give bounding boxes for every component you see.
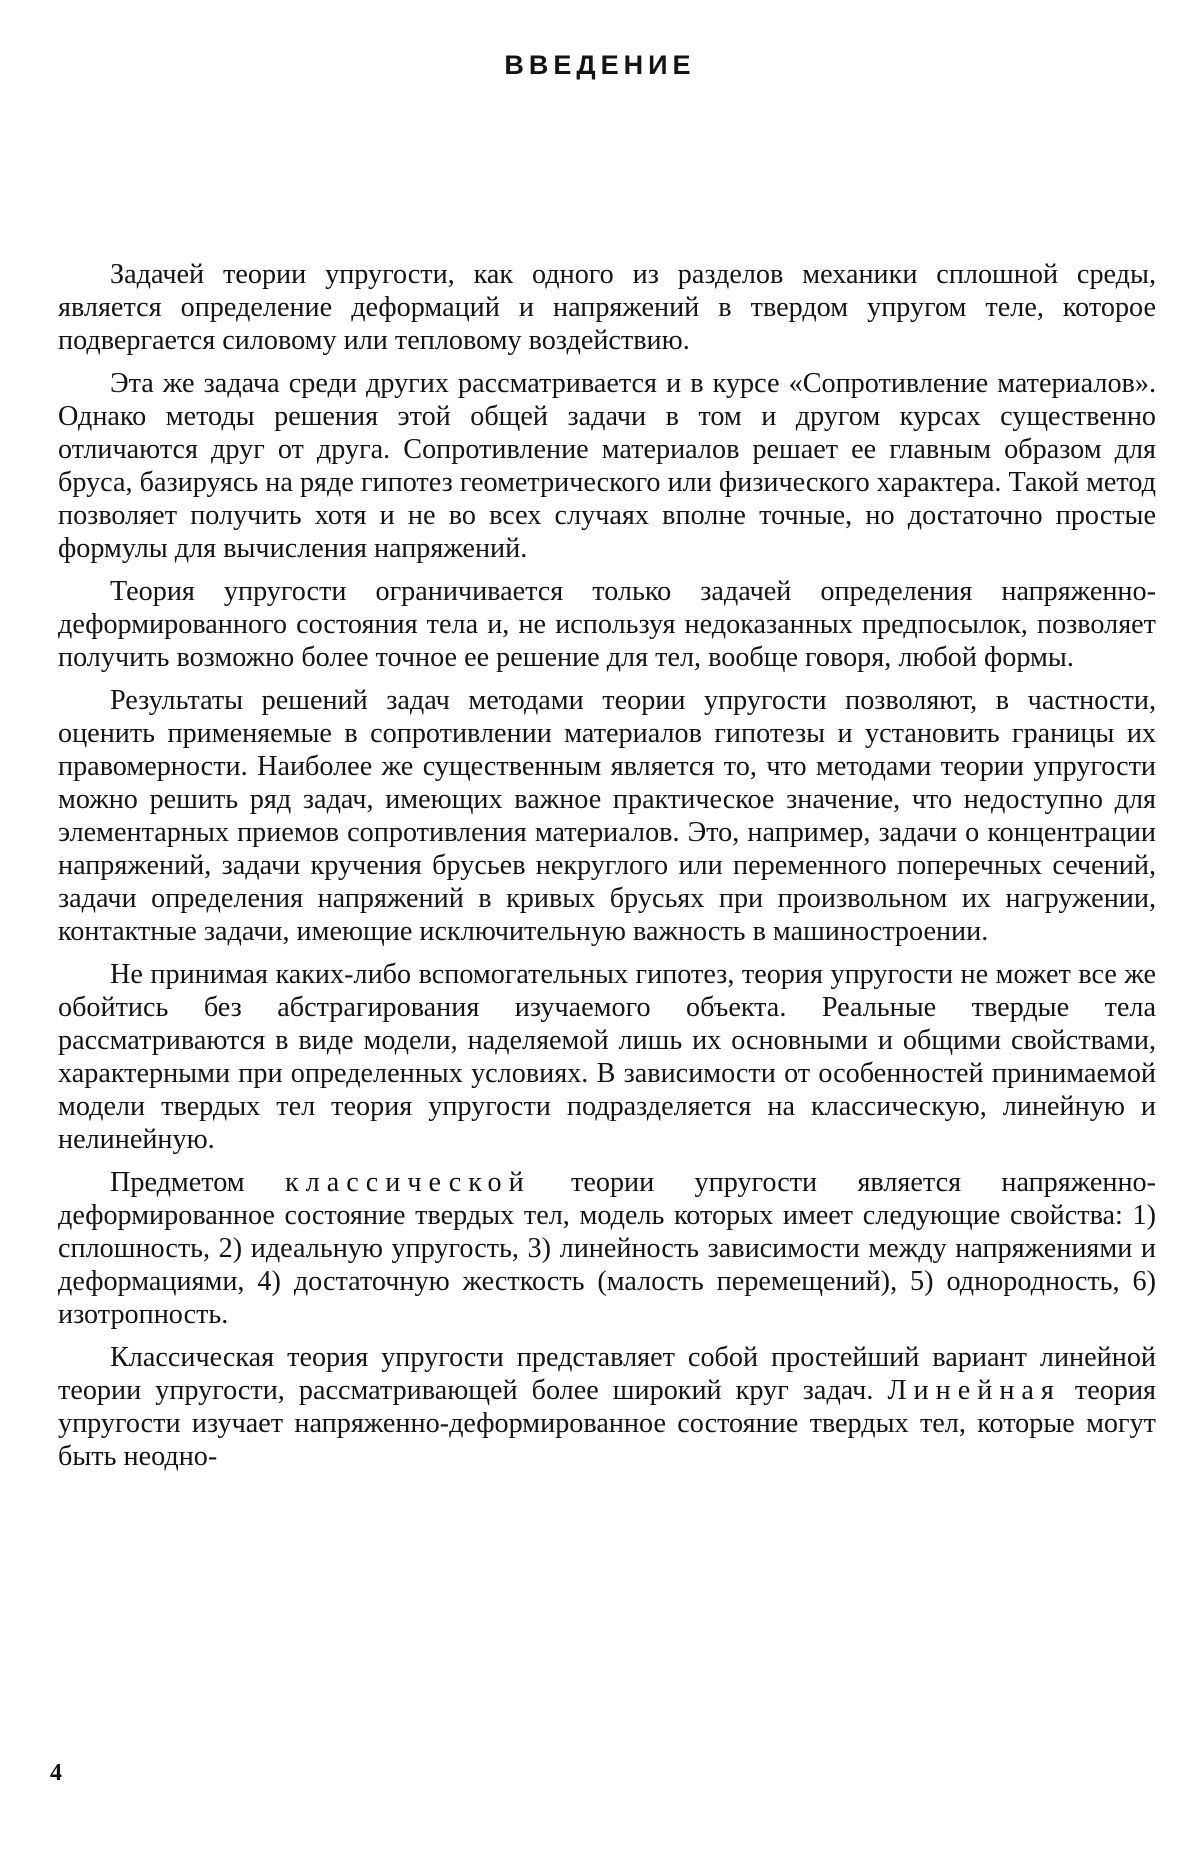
paragraph-2: Эта же задача среди других рассматривается и в курсе «Сопротивление материалов». Однако методы решения этой общей задачи в том и другом курсах существенно отличаются друг от друга. Сопротивление материалов решает ее главным образом для бруса, базируясь на ряде гипотез геометрического или физического характера. Такой метод позволяет получить хотя и не во всех случаях вполне точные, но достаточно простые формулы для вычисления напряжений. — [58, 368, 1156, 564]
chapter-title: ВВЕДЕНИЕ — [504, 50, 696, 80]
page-number: 4 — [50, 1760, 62, 1786]
paragraph-6 — [58, 1166, 1156, 1331]
emphasis-term-classical: классической — [284, 1167, 531, 1198]
emphasis-term-linear: Линейная — [887, 1375, 1061, 1406]
paragraph-5: Не принимая каких-либо вспомогательных гипотез, теория упругости не может все же обойтись без абстрагирования изучаемого объекта. Реальные твердые тела рассматриваются в виде модели, наделяемой лишь их основными и общими свойствами, характерными при определенных условиях. В зависимости от особенностей принимаемой модели твердых тел теория упругости подразделяется на классическую, линейную и нелинейную. — [58, 959, 1156, 1155]
paragraph-3: Теория упругости ограничивается только задачей определения напряженно-деформированного состояния тела и, не используя недоказанных предпосылок, позволяет получить возможно более точное ее решение для тел, вообще говоря, любой формы. — [58, 576, 1156, 673]
paragraph-7-rest: теория упругости изучает напряженно-деформированное состояние твердых тел, которые могут быть неодно- — [58, 1375, 1156, 1472]
paragraph-7-lead: Классическая теория упругости представляет собой простейший вариант линейной теории упругости, рассматривающей более широкий круг задач. — [58, 1342, 1156, 1406]
paragraph-1: Задачей теории упругости, как одного из разделов механики сплошной среды, является определение деформаций и напряжений в твердом упругом теле, которое подвергается силовому или тепловому воздействию. — [58, 259, 1156, 356]
paragraph-6-lead: Предметом — [110, 1167, 285, 1198]
body-text — [58, 258, 1156, 1483]
paragraph-6-rest: теории упругости является напряженно-деформированное состояние твердых тел, модель которых имеет следующие свойства: 1) сплошность, 2) идеальную упругость, 3) линейность зависимости между напряжениями и деформациями, 4) достаточную жесткость (малость перемещений), 5) однородность, 6) изотропность. — [58, 1167, 1157, 1330]
paragraph-7 — [58, 1341, 1156, 1473]
paragraph-4: Результаты решений задач методами теории упругости позволяют, в частности, оценить применяемые в сопротивлении материалов гипотезы и установить границы их правомерности. Наиболее же существенным является то, что методами теории упругости можно решить ряд задач, имеющих важное практическое значение, что недоступно для элементарных приемов сопротивления материалов. Это, например, задачи о концентрации напряжений, задачи кручения брусьев некруглого или переменного поперечных сечений, задачи определения напряжений в кривых брусьях при произвольном их нагружении, контактные задачи, имеющие исключительную важность в машиностроении. — [58, 685, 1156, 947]
